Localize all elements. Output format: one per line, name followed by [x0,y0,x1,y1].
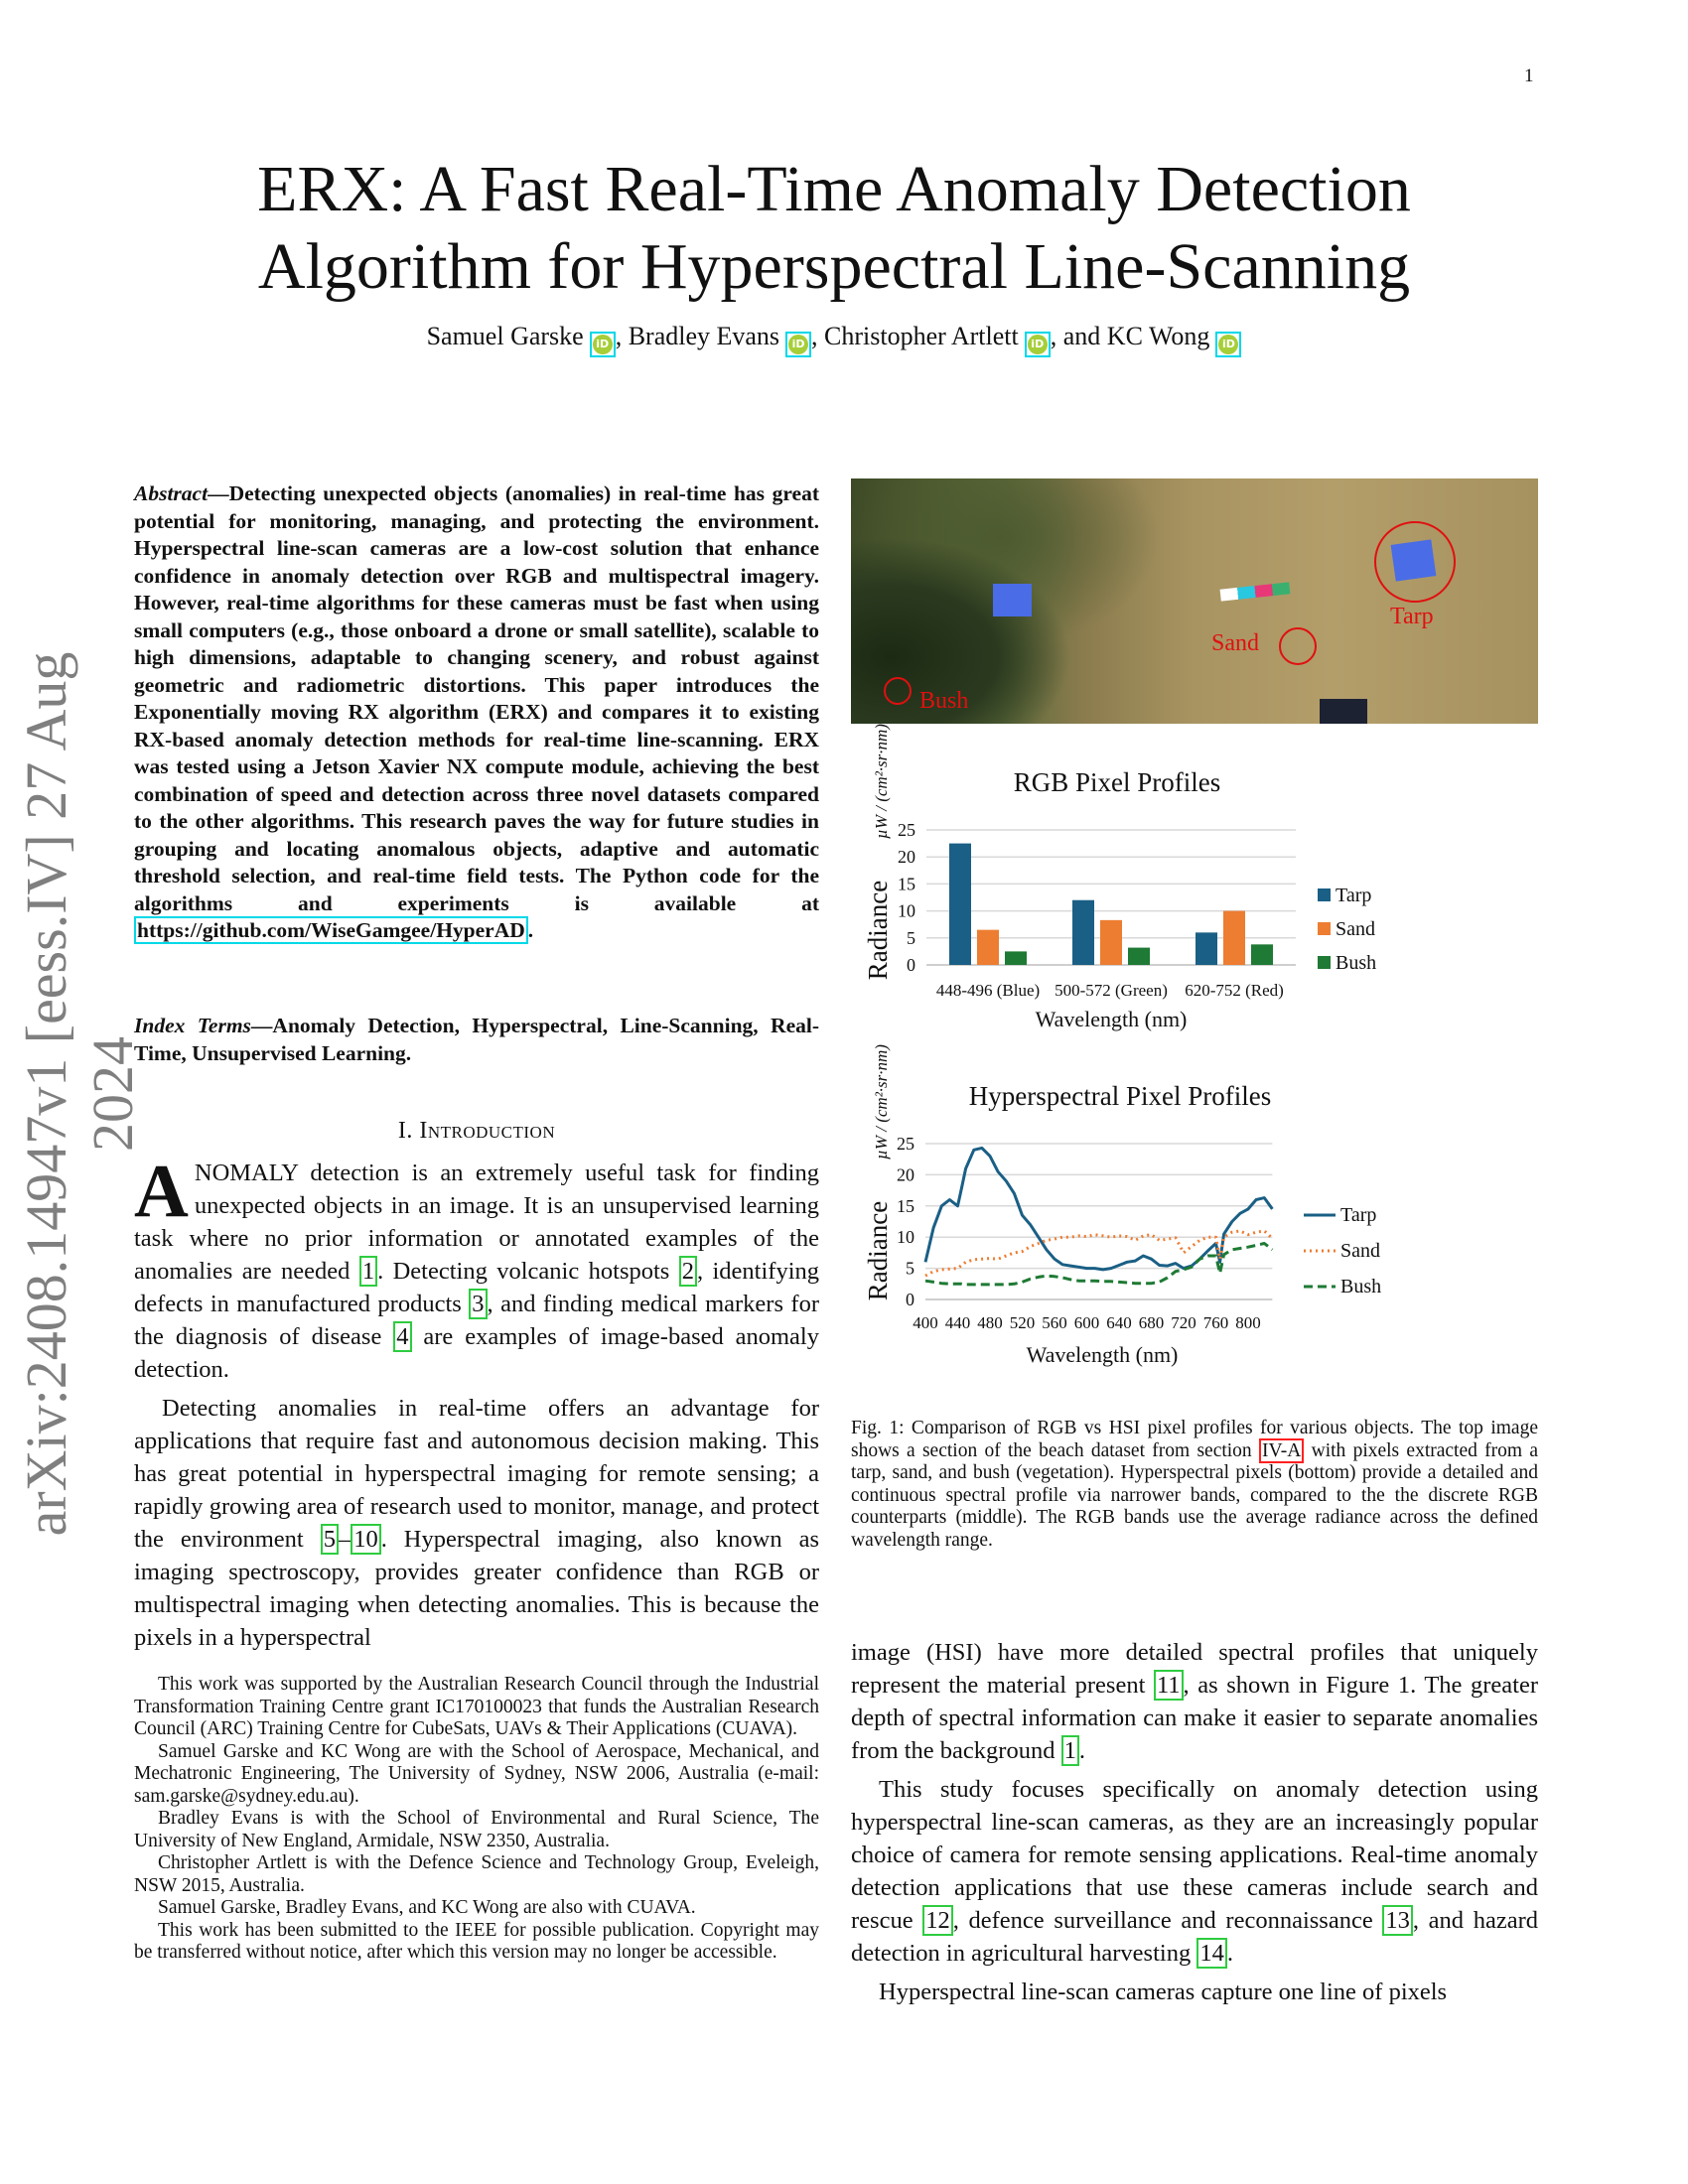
y-axis-unit: µW / (cm²·sr·nm) [872,724,891,839]
citation-link[interactable]: 11 [1154,1670,1184,1701]
y-tick-label: 10 [897,1227,914,1248]
x-tick-label: 760 [1202,1313,1229,1332]
orcid-icon: iD [1218,335,1238,354]
right-column-text [851,1636,1538,2008]
citation-link[interactable]: 14 [1196,1938,1227,1969]
y-tick-label: 25 [897,1134,914,1154]
tarp-marker-circle [1374,521,1456,603]
drop-cap: A [134,1150,189,1233]
citation-link[interactable]: IV-A [1259,1438,1304,1463]
paragraph [851,1773,1538,1970]
blue-calibration-panel [993,584,1032,616]
author-separator: , [615,322,629,350]
text-segment: , and finding medical markers for the diagnosis of disease [134,1291,819,1350]
citation-link[interactable]: 5 [321,1524,339,1555]
bar-sand [1223,911,1245,965]
y-tick-label: 25 [898,820,915,840]
text-segment: NOMALY detection is an extremely useful task for finding unexpected objects in an image. It is an unsupervised learning task where no prior information or annotated examples of the anomalies are needed [134,1160,819,1285]
y-tick-label: 0 [907,955,915,975]
x-tick-label: 720 [1171,1313,1196,1332]
author-name: Christopher Artlett [824,322,1019,350]
calibration-panels [1220,582,1291,601]
y-tick-label: 20 [898,847,915,868]
legend-label: Tarp [1336,885,1372,906]
x-axis-label: Wavelength (nm) [1035,1007,1188,1031]
x-category-label: 500-572 (Green) [1055,981,1168,1000]
author-separator: , and [1050,322,1107,350]
footnote: This work has been submitted to the IEEE for possible publication. Copyright may be transferred without notice, after which this version may no longer be accessible. [134,1919,819,1963]
footnote: Christopher Artlett is with the Defence Science and Technology Group, Eveleigh, NSW 2015, Australia. [134,1852,819,1896]
citation-link[interactable]: 2 [679,1256,697,1287]
abstract-end: . [527,918,534,942]
x-tick-label: 600 [1073,1313,1100,1332]
bar-tarp [1196,932,1217,965]
text-segment: , as shown in Figure 1. The greater depth of spectral information can make it easier to separate anomalies from the background [851,1672,1538,1764]
introduction-text [134,1150,820,1654]
text-segment: . [1078,1737,1085,1764]
paper-title [149,151,1519,306]
arxiv-identifier-stamp[interactable]: arXiv:2408.14947v1 [eess.IV] 27 Aug 2024 [14,651,145,1537]
citation-link[interactable]: 13 [1382,1905,1413,1936]
legend-swatch [1318,922,1331,935]
chart-title: Hyperspectral Pixel Profiles [968,1081,1272,1111]
dark-shadow [1320,699,1367,724]
legend-label: Tarp [1340,1204,1377,1226]
y-axis-label: Radiance [863,1200,893,1301]
bar-tarp [1072,900,1094,965]
bar-sand [1100,920,1122,965]
legend-label: Sand [1340,1240,1380,1262]
index-terms-text: —Anomaly Detection, Hyperspectral, Line-Scanning, Real-Time, Unsupervised Learning. [134,1014,819,1065]
code-link[interactable]: https://github.com/WiseGamgee/HyperAD [134,916,528,944]
citation-link[interactable]: 1 [359,1256,377,1287]
bar-bush [1005,951,1027,965]
chart-title: RGB Pixel Profiles [1013,767,1221,797]
paragraph [134,1150,820,1386]
citation-link[interactable]: 3 [469,1289,487,1319]
footnote: This work was supported by the Australian Research Council through the Industrial Transformation Training Centre grant IC170100023 that funds the Australian Research Council (ARC) Training Centre for CubeSats, UAVs & Their Applications (CUAVA). [134,1674,819,1739]
y-axis-unit: µW / (cm²·sr·nm) [872,1044,891,1160]
paragraph [851,1976,1538,2008]
title-line-2: Algorithm for Hyperspectral Line-Scanning [257,230,1411,303]
text-segment: Detecting anomalies in real-time offers an advantage for applications that require fast and autonomous decision making. This has great potential in hyperspectral imaging for remote sensing; a rapidly growing area of research used to monitor, manage, and protect the environment [134,1395,819,1553]
text-segment: are examples of image-based anomaly detection. [134,1323,819,1383]
legend-swatch [1318,956,1331,969]
citation-link[interactable]: 4 [393,1321,411,1352]
abstract-label: Abstract [134,481,209,505]
text-segment: image (HSI) have more detailed spectral profiles that uniquely represent the material present [851,1639,1538,1699]
x-axis-label: Wavelength (nm) [1026,1342,1179,1367]
footnote: Samuel Garske and KC Wong are with the School of Aerospace, Mechanical, and Mechatronic Engineering, The University of Sydney, NSW 2006, Australia (e-mail: sam.garske@sydney.edu.au). [134,1740,819,1807]
x-tick-label: 440 [944,1313,971,1332]
paragraph [134,1392,819,1654]
page-number: 1 [1524,66,1534,86]
x-tick-label: 520 [1009,1313,1036,1332]
text-segment: , and hazard detection in agricultural harvesting [851,1907,1538,1967]
tarp-label: Tarp [1390,604,1434,629]
legend-label: Bush [1340,1276,1382,1297]
series-line-sand [925,1231,1272,1276]
citation-link[interactable]: 10 [351,1524,381,1555]
orcid-link[interactable] [590,332,616,357]
x-tick-label: 560 [1042,1313,1067,1332]
legend-label: Sand [1336,918,1375,940]
footnote: Bradley Evans is with the School of Environmental and Rural Science, The University of New England, Armidale, NSW 2350, Australia. [134,1808,819,1851]
series-line-tarp [925,1148,1272,1270]
orcid-icon: iD [788,335,808,354]
y-tick-label: 20 [897,1164,914,1185]
figure-hyperspectral-image [851,478,1538,724]
footnotes [134,1674,819,1965]
bar-tarp [949,844,971,965]
abstract-text: —Detecting unexpected objects (anomalies) in real-time has great potential for monitoring, managing, and protecting the environment. Hyperspectral line-scan cameras are a low-cost solution that enhance confidence in anomaly detection over RGB and multispectral imagery. However, real-time algorithms for these cameras must be fast when using small computers (e.g., those onboard a drone or small satellite), scalable to high dimensions, adaptable to changing scenery, and robust against geometric and radiometric distortions. This paper introduces the Exponentially moving RX algorithm (ERX) and compares it to existing RX-based anomaly detection methods for real-time line-scanning. ERX was tested using a Jetson Xavier NX compute module, achieving the best combination of speed and detection across three novel datasets compared to the other algorithms. This research paves the way for future studies in grouping and locating anomalous objects, adaptive and automatic threshold selection, and real-time field tests. The Python code for the algorithms and experiments is available at [134,481,819,915]
bar-sand [977,930,999,965]
figure-caption [851,1418,1538,1552]
abstract [134,480,819,945]
citation-link[interactable]: 1 [1061,1735,1079,1766]
x-category-label: 620-752 (Red) [1185,981,1284,1000]
paragraph [851,1636,1538,1767]
author-list [149,322,1519,357]
x-tick-label: 680 [1138,1313,1165,1332]
x-tick-label: 480 [977,1313,1003,1332]
orcid-link[interactable] [1025,332,1051,357]
y-tick-label: 0 [906,1290,914,1309]
orcid-icon: iD [593,335,613,354]
text-segment: with pixels extracted from a tarp, sand, and bush (vegetation). Hyperspectral pixels (bottom) provide a detailed and continuous spectral profile via narrower bands, compared to the the discrete RGB counterparts (middle). The RGB bands use the average radiance across the defined wavelength range. [851,1439,1538,1551]
y-tick-label: 5 [907,927,915,948]
y-tick-label: 15 [897,1195,914,1216]
y-tick-label: 10 [898,900,915,921]
text-segment: This study focuses specifically on anomaly detection using hyperspectral line-scan cameras, as they are an increasingly popular choice of camera for remote sensing applications. Real-time anomaly detection applications that use these cameras include search and rescue [851,1776,1538,1934]
text-segment: . [1226,1940,1233,1967]
citation-link[interactable]: 12 [922,1905,953,1936]
footnote: Samuel Garske, Bradley Evans, and KC Wong are also with CUAVA. [158,1897,696,1918]
orcid-link[interactable] [1215,332,1241,357]
text-segment: , identifying defects in manufactured products [134,1258,820,1317]
series-line-bush [925,1244,1272,1285]
text-segment: Fig. 1: Comparison of RGB vs HSI pixel profiles for various objects. The top image shows a section of the beach dataset from section [851,1418,1538,1461]
title-line-1: ERX: A Fast Real-Time Anomaly Detection [257,153,1411,225]
text-segment: , defence surveillance and reconnaissance [952,1907,1383,1934]
bush-label: Bush [919,688,969,714]
section-heading: I. Introduction [397,1118,556,1144]
x-tick-label: 800 [1235,1313,1261,1332]
index-terms-label: Index Terms [134,1014,251,1037]
author-name: KC Wong [1106,322,1210,350]
text-segment: Hyperspectral line-scan cameras capture one line of pixels [879,1979,1448,2005]
x-tick-label: 400 [913,1313,938,1332]
bush-marker-circle [884,677,912,705]
orcid-icon: iD [1028,335,1048,354]
legend-label: Bush [1336,952,1377,974]
sand-label: Sand [1211,630,1259,656]
y-axis-label: Radiance [863,880,893,981]
bar-bush [1128,948,1150,965]
index-terms [134,1013,819,1067]
bar-bush [1251,944,1273,965]
text-segment: . Hyperspectral imaging, also known as imaging spectroscopy, provides greater confidence than RGB or multispectral imaging when detecting anomalies. This is because the pixels in a hyperspectral [134,1526,819,1651]
text-segment: . Detecting volcanic hotspots [377,1258,679,1285]
sand-marker-circle [1279,627,1317,665]
y-tick-label: 15 [898,874,915,894]
x-tick-label: 640 [1106,1313,1132,1332]
text-segment: – [338,1526,352,1553]
author-separator: , [811,322,825,350]
orcid-link[interactable] [785,332,811,357]
y-tick-label: 5 [906,1258,914,1279]
legend-swatch [1318,888,1331,901]
x-category-label: 448-496 (Blue) [935,981,1041,1000]
author-name: Bradley Evans [628,322,780,350]
author-name: Samuel Garske [426,322,584,350]
